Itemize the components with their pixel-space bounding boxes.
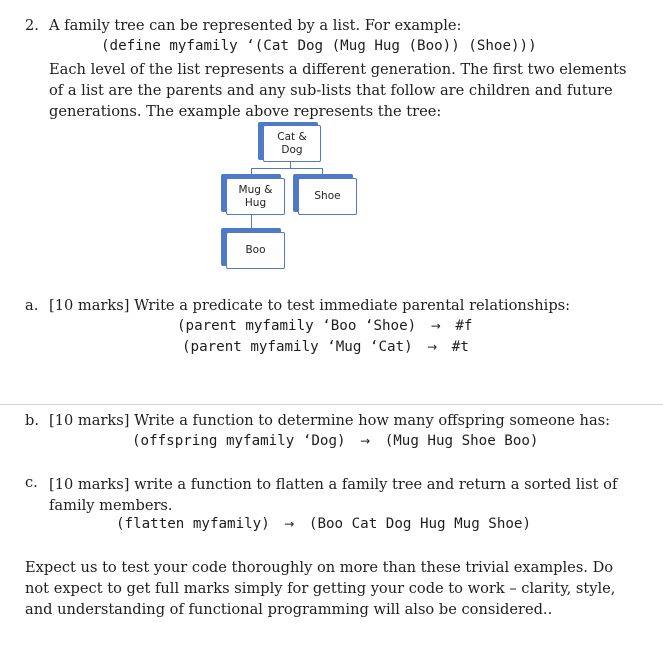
question-intro: A family tree can be represented by a list. For example:: [49, 17, 462, 34]
example-result: #t: [451, 339, 469, 355]
part-b-label: b.: [25, 412, 39, 429]
arrow: →: [284, 517, 295, 531]
question-description: Each level of the list represents a different generation. The first two elements of a list are the parents and any sub-lists that follow are children and future generations. The example above represents the tree:: [49, 61, 627, 120]
arrow: →: [427, 340, 438, 354]
tree-node-root: Cat & Dog: [263, 125, 321, 162]
example-result: #f: [455, 318, 473, 334]
question-number: 2.: [25, 17, 39, 34]
tree-node-child-1: Mug & Hug: [226, 178, 285, 215]
part-a-text: [10 marks] Write a predicate to test immediate parental relationships:: [49, 297, 571, 314]
part-c-label: c.: [25, 474, 38, 491]
part-b-text: [10 marks] Write a function to determine how many offspring someone has:: [49, 412, 611, 429]
example-code: (parent myfamily ‘Mug ‘Cat): [182, 339, 413, 355]
part-c-example: [116, 516, 531, 532]
example-code: (parent myfamily ‘Boo ‘Shoe): [177, 318, 417, 334]
tree-connector: [251, 213, 252, 229]
example-code: (offspring myfamily ‘Dog): [132, 433, 346, 449]
arrow: →: [430, 319, 441, 333]
define-code: (define myfamily ‘(Cat Dog (Mug Hug (Boo)) (Shoe))): [101, 38, 537, 54]
example-result: (Boo Cat Dog Hug Mug Shoe): [308, 516, 531, 532]
arrow: →: [360, 434, 371, 448]
example-code: (flatten myfamily): [116, 516, 270, 532]
closing-note: Expect us to test your code thoroughly on more than these trivial examples. Do not expect to get full marks simply for getting your code to work – clarity, style, and understanding of functional programming will also be considered..: [25, 559, 616, 618]
tree-connector: [251, 168, 323, 169]
example-result: (Mug Hug Shoe Boo): [384, 433, 539, 449]
part-a-label: a.: [25, 297, 39, 314]
part-a-example-1: [177, 318, 472, 334]
tree-node-child-2: Shoe: [298, 178, 357, 215]
section-divider: [0, 404, 663, 405]
part-c-text: [10 marks] write a function to flatten a family tree and return a sorted list of family members.: [49, 476, 618, 514]
tree-node-grandchild: Boo: [226, 232, 285, 269]
part-a-example-2: [182, 339, 469, 355]
part-b-example: [132, 433, 538, 449]
